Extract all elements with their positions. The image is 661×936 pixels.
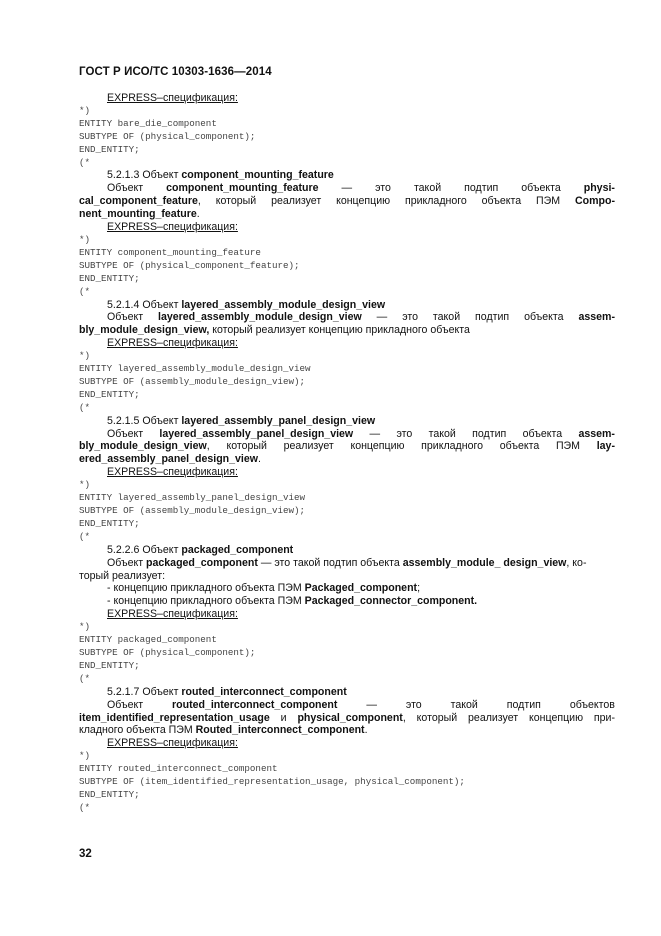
document-body: [79, 92, 615, 815]
code-entity: ENTITY packaged_component: [79, 634, 217, 646]
section-heading: 5.2.1.3 Объект component_mounting_feature: [107, 169, 334, 182]
code-comment-open: (*: [79, 285, 91, 297]
paragraph-line: кладного объекта ПЭМ Routed_interconnect_component.: [79, 724, 368, 737]
code-comment-close: *): [79, 479, 91, 491]
code-end-entity: END_ENTITY;: [79, 388, 140, 400]
express-label: EXPRESS–спецификация:: [107, 92, 238, 104]
code-end-entity: END_ENTITY;: [79, 659, 140, 671]
code-comment-close: *): [79, 104, 91, 116]
paragraph-line: Объект routed_interconnect_component — это такой подтип объектов: [107, 698, 615, 711]
paragraph-line: bly_module_design_view, который реализует концепцию прикладного объекта ПЭМ lay-: [79, 440, 615, 453]
document-header: ГОСТ Р ИСО/ТС 10303-1636—2014: [79, 66, 272, 78]
code-comment-close: *): [79, 750, 91, 762]
code-comment-close: *): [79, 233, 91, 245]
express-label: EXPRESS–спецификация:: [107, 221, 238, 234]
code-entity: ENTITY routed_interconnect_component: [79, 763, 278, 775]
code-comment-open: (*: [79, 801, 91, 813]
code-end-entity: END_ENTITY;: [79, 272, 140, 284]
paragraph-line: Объект layered_assembly_panel_design_view — это такой подтип объекта assem-: [107, 427, 615, 440]
paragraph-line: nent_mounting_feature.: [79, 208, 200, 221]
section-heading: 5.2.1.5 Объект layered_assembly_panel_design_view: [107, 414, 376, 427]
express-label: EXPRESS–спецификация:: [107, 608, 238, 621]
paragraph-line: торый реализует:: [79, 569, 166, 582]
paragraph-line: bly_module_design_view, который реализует концепцию прикладного объекта: [79, 324, 470, 337]
code-entity: ENTITY component_mounting_feature: [79, 246, 261, 258]
code-subtype: SUBTYPE OF (item_identified_representation_usage, physical_component);: [79, 776, 465, 788]
code-comment-open: (*: [79, 530, 91, 542]
code-entity: ENTITY layered_assembly_panel_design_view: [79, 492, 306, 504]
code-end-entity: END_ENTITY;: [79, 143, 140, 155]
paragraph-line: item_identified_representation_usage и physical_component, который реализует концепцию при-: [79, 711, 615, 724]
code-end-entity: END_ENTITY;: [79, 517, 140, 529]
code-comment-open: (*: [79, 156, 91, 168]
code-end-entity: END_ENTITY;: [79, 788, 140, 800]
page-number: 32: [79, 848, 92, 860]
code-comment-open: (*: [79, 672, 91, 684]
code-comment-close: *): [79, 350, 91, 362]
code-entity: ENTITY bare_die_component: [79, 117, 217, 129]
express-label: EXPRESS–спецификация:: [107, 337, 238, 350]
code-subtype: SUBTYPE OF (physical_component);: [79, 646, 256, 658]
section-heading: 5.2.1.4 Объект layered_assembly_module_design_view: [107, 298, 386, 311]
code-subtype: SUBTYPE OF (assembly_module_design_view);: [79, 505, 306, 516]
express-label: EXPRESS–спецификация:: [107, 466, 238, 479]
paragraph-line: Объект packaged_component — это такой подтип объекта assembly_module_ design_view, ко-: [107, 556, 587, 569]
paragraph-line: cal_component_feature, который реализует концепцию прикладного объекта ПЭМ Compo-: [79, 195, 615, 208]
code-comment-open: (*: [79, 401, 91, 413]
code-comment-close: *): [79, 621, 91, 633]
list-item: - концепцию прикладного объекта ПЭМ Packaged_connector_component.: [107, 595, 478, 608]
paragraph-line: Объект layered_assembly_module_design_view — это такой подтип объекта assem-: [107, 311, 615, 324]
express-label: EXPRESS–спецификация:: [107, 737, 238, 750]
section-heading: 5.2.2.6 Объект packaged_component: [107, 543, 294, 556]
section-heading: 5.2.1.7 Объект routed_interconnect_component: [107, 685, 347, 698]
paragraph-line: Объект component_mounting_feature — это такой подтип объекта physi-: [107, 182, 615, 195]
code-subtype: SUBTYPE OF (assembly_module_design_view);: [79, 375, 306, 387]
paragraph-line: ered_assembly_panel_design_view.: [79, 453, 261, 466]
code-entity: ENTITY layered_assembly_module_design_view: [79, 363, 311, 375]
code-subtype: SUBTYPE OF (physical_component);: [79, 130, 256, 142]
list-item: - концепцию прикладного объекта ПЭМ Packaged_component;: [107, 582, 421, 595]
code-subtype: SUBTYPE OF (physical_component_feature);: [79, 259, 300, 271]
